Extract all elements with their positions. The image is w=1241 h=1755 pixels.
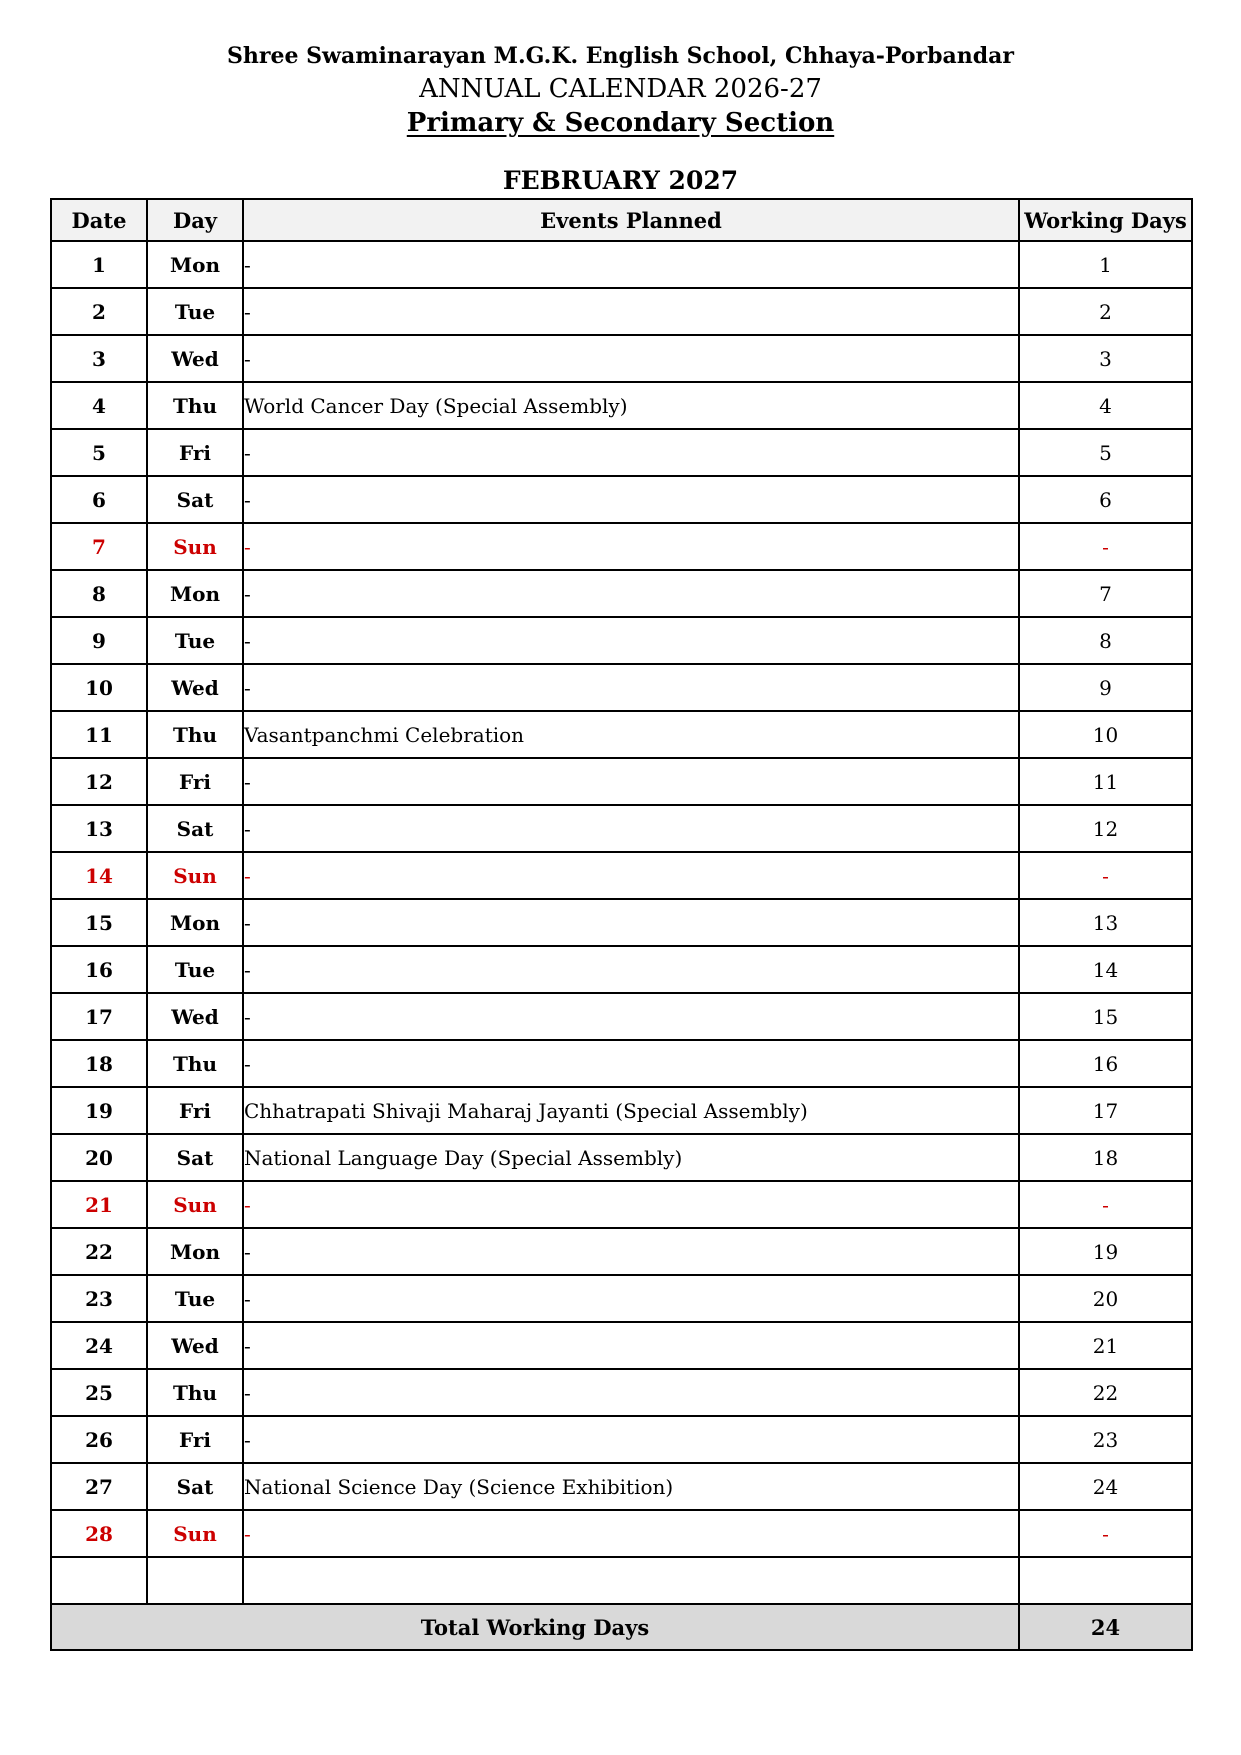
- blank-cell: [1019, 1557, 1192, 1604]
- table-row: [51, 1134, 1192, 1181]
- day-cell: Tue: [147, 288, 243, 335]
- day-cell: Tue: [147, 617, 243, 664]
- working-day-cell: 1: [1019, 241, 1192, 288]
- date-cell: 21: [51, 1181, 147, 1228]
- event-cell: -: [243, 1322, 1019, 1369]
- working-day-cell: 4: [1019, 382, 1192, 429]
- blank-cell: [243, 1557, 1019, 1604]
- table-row: [51, 805, 1192, 852]
- blank-cell: [147, 1557, 243, 1604]
- working-day-cell: 21: [1019, 1322, 1192, 1369]
- event-cell: -: [243, 617, 1019, 664]
- table-row: [51, 664, 1192, 711]
- day-cell: Fri: [147, 1087, 243, 1134]
- working-day-cell: 13: [1019, 899, 1192, 946]
- table-row: [51, 758, 1192, 805]
- event-cell: Chhatrapati Shivaji Maharaj Jayanti (Special Assembly): [243, 1087, 1019, 1134]
- calendar-title: ANNUAL CALENDAR 2026-27: [419, 74, 822, 104]
- date-cell: 18: [51, 1040, 147, 1087]
- working-day-cell: 15: [1019, 993, 1192, 1040]
- date-cell: 25: [51, 1369, 147, 1416]
- date-cell: 7: [51, 523, 147, 570]
- event-cell: World Cancer Day (Special Assembly): [243, 382, 1019, 429]
- date-cell: 6: [51, 476, 147, 523]
- total-label: Total Working Days: [51, 1604, 1019, 1650]
- date-cell: 23: [51, 1275, 147, 1322]
- day-cell: Mon: [147, 1228, 243, 1275]
- date-cell: 8: [51, 570, 147, 617]
- table-row: [51, 523, 1192, 570]
- event-cell: -: [243, 335, 1019, 382]
- date-cell: 12: [51, 758, 147, 805]
- date-cell: 16: [51, 946, 147, 993]
- date-cell: 11: [51, 711, 147, 758]
- table-row: [51, 335, 1192, 382]
- date-cell: 19: [51, 1087, 147, 1134]
- blank-row: [51, 1557, 1192, 1604]
- table-header-row: [51, 199, 1192, 241]
- table-row: [51, 1228, 1192, 1275]
- day-cell: Thu: [147, 382, 243, 429]
- document-header: [0, 40, 1241, 140]
- table-row: [51, 993, 1192, 1040]
- event-cell: -: [243, 664, 1019, 711]
- day-cell: Sun: [147, 523, 243, 570]
- date-cell: 2: [51, 288, 147, 335]
- table-row: [51, 1181, 1192, 1228]
- table-row: [51, 899, 1192, 946]
- day-cell: Wed: [147, 1322, 243, 1369]
- event-cell: -: [243, 476, 1019, 523]
- event-cell: -: [243, 1369, 1019, 1416]
- table-row: [51, 711, 1192, 758]
- day-cell: Thu: [147, 1040, 243, 1087]
- table-row: [51, 288, 1192, 335]
- working-day-cell: -: [1019, 1181, 1192, 1228]
- day-cell: Thu: [147, 1369, 243, 1416]
- day-cell: Sat: [147, 805, 243, 852]
- section-title: Primary & Secondary Section: [406, 108, 835, 138]
- day-cell: Tue: [147, 946, 243, 993]
- working-day-cell: -: [1019, 523, 1192, 570]
- date-cell: 28: [51, 1510, 147, 1557]
- event-cell: National Language Day (Special Assembly): [243, 1134, 1019, 1181]
- day-cell: Fri: [147, 758, 243, 805]
- date-cell: 1: [51, 241, 147, 288]
- event-cell: -: [243, 1275, 1019, 1322]
- day-cell: Fri: [147, 1416, 243, 1463]
- working-day-cell: 9: [1019, 664, 1192, 711]
- event-cell: -: [243, 946, 1019, 993]
- date-cell: 20: [51, 1134, 147, 1181]
- day-cell: Thu: [147, 711, 243, 758]
- date-cell: 4: [51, 382, 147, 429]
- table-row: [51, 1275, 1192, 1322]
- working-day-cell: 3: [1019, 335, 1192, 382]
- working-day-cell: 17: [1019, 1087, 1192, 1134]
- table-row: [51, 1416, 1192, 1463]
- date-cell: 14: [51, 852, 147, 899]
- date-cell: 17: [51, 993, 147, 1040]
- event-cell: -: [243, 1510, 1019, 1557]
- day-cell: Sun: [147, 852, 243, 899]
- day-cell: Mon: [147, 899, 243, 946]
- date-cell: 10: [51, 664, 147, 711]
- table-row: [51, 241, 1192, 288]
- working-day-cell: 22: [1019, 1369, 1192, 1416]
- day-column-header: Day: [147, 199, 243, 241]
- date-column-header: Date: [51, 199, 147, 241]
- working-day-cell: -: [1019, 852, 1192, 899]
- date-cell: 26: [51, 1416, 147, 1463]
- date-cell: 24: [51, 1322, 147, 1369]
- day-cell: Tue: [147, 1275, 243, 1322]
- event-cell: National Science Day (Science Exhibition): [243, 1463, 1019, 1510]
- table-row: [51, 476, 1192, 523]
- table-row: [51, 382, 1192, 429]
- table-row: [51, 1463, 1192, 1510]
- table-row: [51, 570, 1192, 617]
- day-cell: Sun: [147, 1181, 243, 1228]
- table-row: [51, 1040, 1192, 1087]
- table-row: [51, 1087, 1192, 1134]
- day-cell: Wed: [147, 664, 243, 711]
- event-cell: -: [243, 1181, 1019, 1228]
- day-cell: Wed: [147, 993, 243, 1040]
- working-day-cell: 20: [1019, 1275, 1192, 1322]
- event-cell: Vasantpanchmi Celebration: [243, 711, 1019, 758]
- day-cell: Sat: [147, 1134, 243, 1181]
- events-column-header: Events Planned: [243, 199, 1019, 241]
- working-day-cell: 16: [1019, 1040, 1192, 1087]
- day-cell: Mon: [147, 570, 243, 617]
- event-cell: -: [243, 993, 1019, 1040]
- event-cell: -: [243, 1416, 1019, 1463]
- event-cell: -: [243, 899, 1019, 946]
- working-day-cell: 12: [1019, 805, 1192, 852]
- table-row: [51, 946, 1192, 993]
- working-day-cell: 18: [1019, 1134, 1192, 1181]
- day-cell: Mon: [147, 241, 243, 288]
- blank-cell: [51, 1557, 147, 1604]
- working-day-cell: 14: [1019, 946, 1192, 993]
- event-cell: -: [243, 805, 1019, 852]
- working-day-cell: 23: [1019, 1416, 1192, 1463]
- date-cell: 5: [51, 429, 147, 476]
- event-cell: -: [243, 288, 1019, 335]
- total-row: [51, 1604, 1192, 1650]
- working-day-cell: 11: [1019, 758, 1192, 805]
- working-day-cell: 8: [1019, 617, 1192, 664]
- event-cell: -: [243, 241, 1019, 288]
- day-cell: Sat: [147, 1463, 243, 1510]
- event-cell: -: [243, 1040, 1019, 1087]
- working-day-cell: 24: [1019, 1463, 1192, 1510]
- total-value: 24: [1019, 1604, 1192, 1650]
- day-cell: Sat: [147, 476, 243, 523]
- month-title: FEBRUARY 2027: [502, 166, 739, 195]
- date-cell: 9: [51, 617, 147, 664]
- date-cell: 22: [51, 1228, 147, 1275]
- date-cell: 27: [51, 1463, 147, 1510]
- working-day-cell: 6: [1019, 476, 1192, 523]
- event-cell: -: [243, 852, 1019, 899]
- event-cell: -: [243, 429, 1019, 476]
- table-row: [51, 1369, 1192, 1416]
- table-row: [51, 617, 1192, 664]
- date-cell: 3: [51, 335, 147, 382]
- event-cell: -: [243, 1228, 1019, 1275]
- working-day-cell: -: [1019, 1510, 1192, 1557]
- table-row: [51, 852, 1192, 899]
- school-name: Shree Swaminarayan M.G.K. English School, Chhaya-Porbandar: [227, 43, 1014, 69]
- calendar-body: [51, 241, 1192, 1557]
- table-row: [51, 1322, 1192, 1369]
- date-cell: 15: [51, 899, 147, 946]
- working-day-cell: 7: [1019, 570, 1192, 617]
- event-cell: -: [243, 523, 1019, 570]
- working-days-column-header: Working Days: [1019, 199, 1192, 241]
- table-row: [51, 429, 1192, 476]
- event-cell: -: [243, 570, 1019, 617]
- day-cell: Sun: [147, 1510, 243, 1557]
- working-day-cell: 19: [1019, 1228, 1192, 1275]
- day-cell: Wed: [147, 335, 243, 382]
- day-cell: Fri: [147, 429, 243, 476]
- date-cell: 13: [51, 805, 147, 852]
- calendar-table: [50, 198, 1193, 1651]
- table-row: [51, 1510, 1192, 1557]
- working-day-cell: 2: [1019, 288, 1192, 335]
- working-day-cell: 10: [1019, 711, 1192, 758]
- event-cell: -: [243, 758, 1019, 805]
- working-day-cell: 5: [1019, 429, 1192, 476]
